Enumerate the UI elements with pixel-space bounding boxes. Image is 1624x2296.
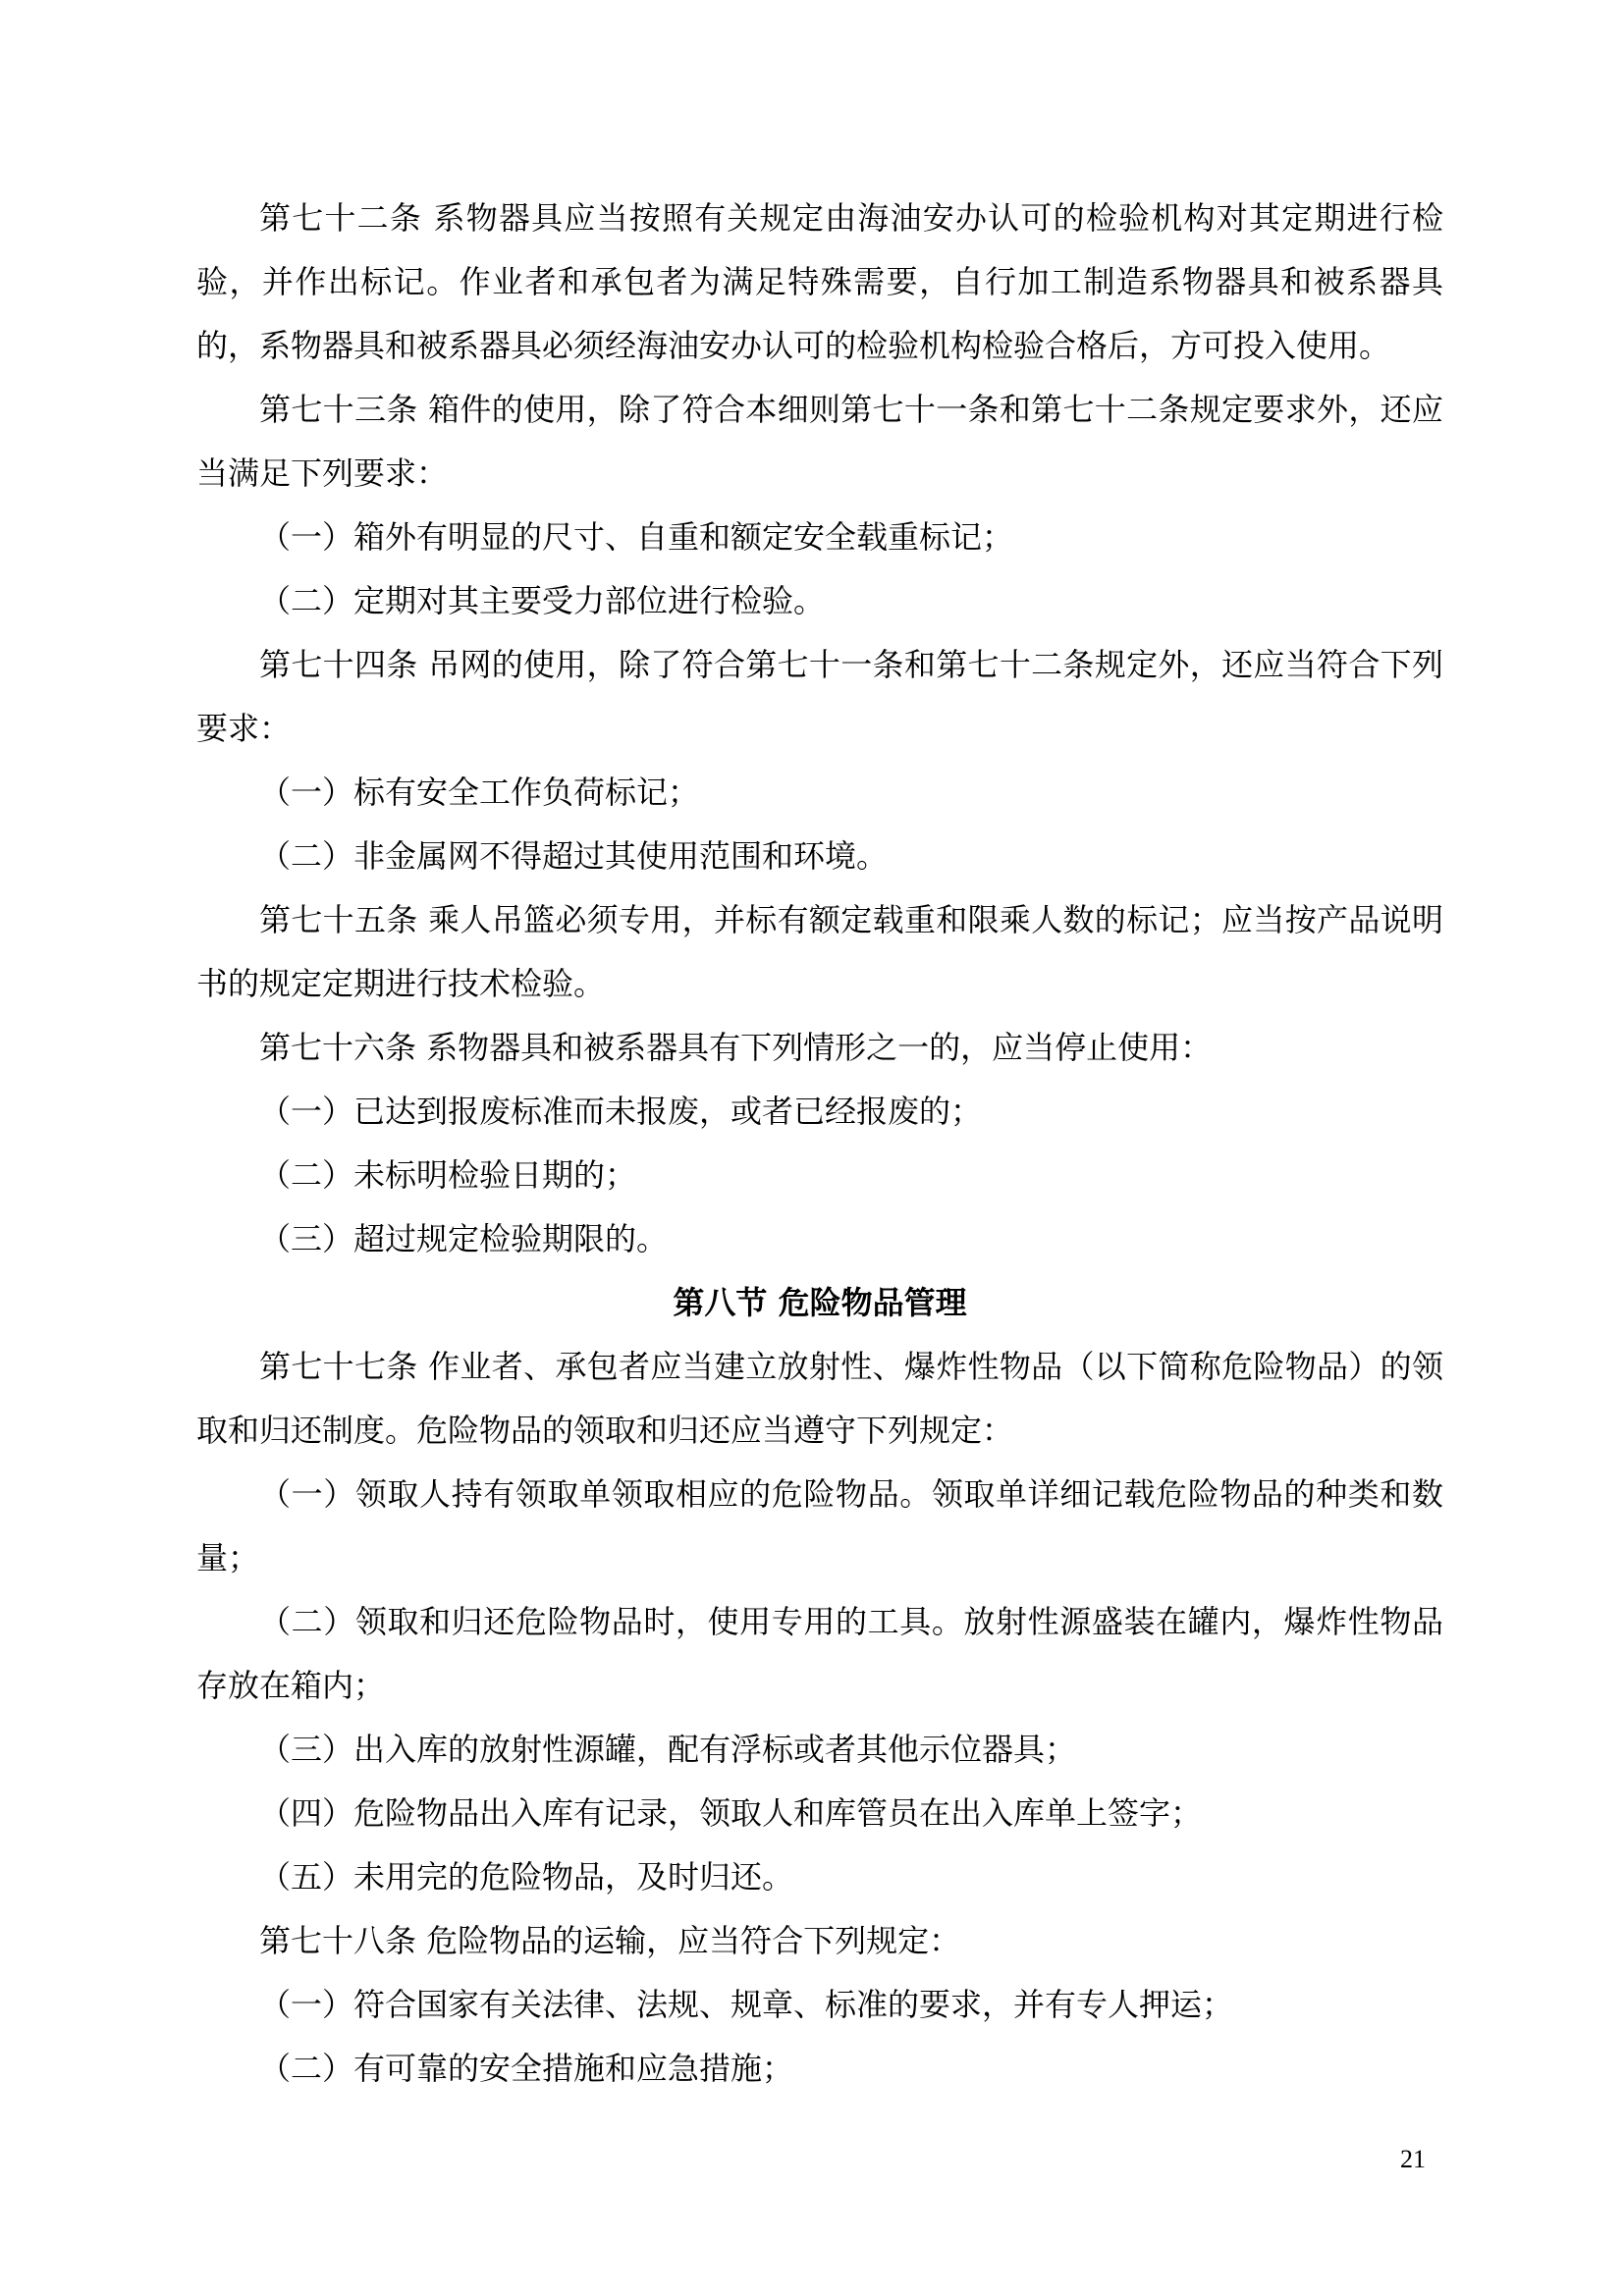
article-78-paragraph: 第七十八条 危险物品的运输，应当符合下列规定：: [259, 1922, 961, 1959]
article-73-item-2: （二）定期对其主要受力部位进行检验。: [259, 582, 826, 619]
article-73-item-1: （一）箱外有明显的尺寸、自重和额定安全载重标记；: [259, 518, 1014, 556]
article-77-item-3: （三）出入库的放射性源罐，配有浮标或者其他示位器具；: [259, 1731, 1077, 1768]
article-76-item-1: （一）已达到报废标准而未报废，或者已经报废的；: [259, 1093, 983, 1130]
article-77-paragraph: 第七十七条 作业者、承包者应当建立放射性、爆炸性物品（以下简称危险物品）的领取和归还制度。危险物品的领取和归还应当遵守下列规定：: [196, 1348, 1443, 1449]
article-73-paragraph: 第七十三条 箱件的使用，除了符合本细则第七十一条和第七十二条规定要求外，还应当满足下列要求：: [196, 391, 1443, 492]
article-76-item-3: （三）超过规定检验期限的。: [259, 1220, 669, 1257]
article-74-item-1: （一）标有安全工作负荷标记；: [259, 774, 700, 811]
article-74-paragraph: 第七十四条 吊网的使用，除了符合第七十一条和第七十二条规定外，还应当符合下列要求：: [196, 646, 1443, 747]
page-number: 21: [1400, 2145, 1426, 2173]
article-77-item-5: （五）未用完的危险物品，及时归还。: [259, 1858, 794, 1896]
section-8-heading: 第八节 危险物品管理: [673, 1284, 967, 1321]
article-75-paragraph: 第七十五条 乘人吊篮必须专用，并标有额定载重和限乘人数的标记；应当按产品说明书的规定定期进行技术检验。: [196, 901, 1443, 1002]
document-body: [196, 187, 1443, 2101]
article-74-item-2: （二）非金属网不得超过其使用范围和环境。: [259, 837, 889, 875]
article-76-item-2: （二）未标明检验日期的；: [259, 1156, 637, 1194]
article-77-item-1: （一）领取人持有领取单领取相应的危险物品。领取单详细记载危险物品的种类和数量；: [196, 1475, 1443, 1576]
article-78-item-2: （二）有可靠的安全措施和应急措施；: [259, 2050, 794, 2087]
article-72-paragraph: 第七十二条 系物器具应当按照有关规定由海油安办认可的检验机构对其定期进行检验，并作出标记。作业者和承包者为满足特殊需要，自行加工制造系物器具和被系器具的，系物器具和被系器具必须经海油安办认可的检验机构检验合格后，方可投入使用。: [196, 199, 1443, 364]
article-78-item-1: （一）符合国家有关法律、法规、规章、标准的要求，并有专人押运；: [259, 1986, 1234, 2023]
article-77-item-2: （二）领取和归还危险物品时，使用专用的工具。放射性源盛装在罐内，爆炸性物品存放在箱内；: [196, 1603, 1443, 1704]
article-77-item-4: （四）危险物品出入库有记录，领取人和库管员在出入库单上签字；: [259, 1794, 1203, 1832]
article-76-paragraph: 第七十六条 系物器具和被系器具有下列情形之一的，应当停止使用：: [259, 1029, 1213, 1066]
